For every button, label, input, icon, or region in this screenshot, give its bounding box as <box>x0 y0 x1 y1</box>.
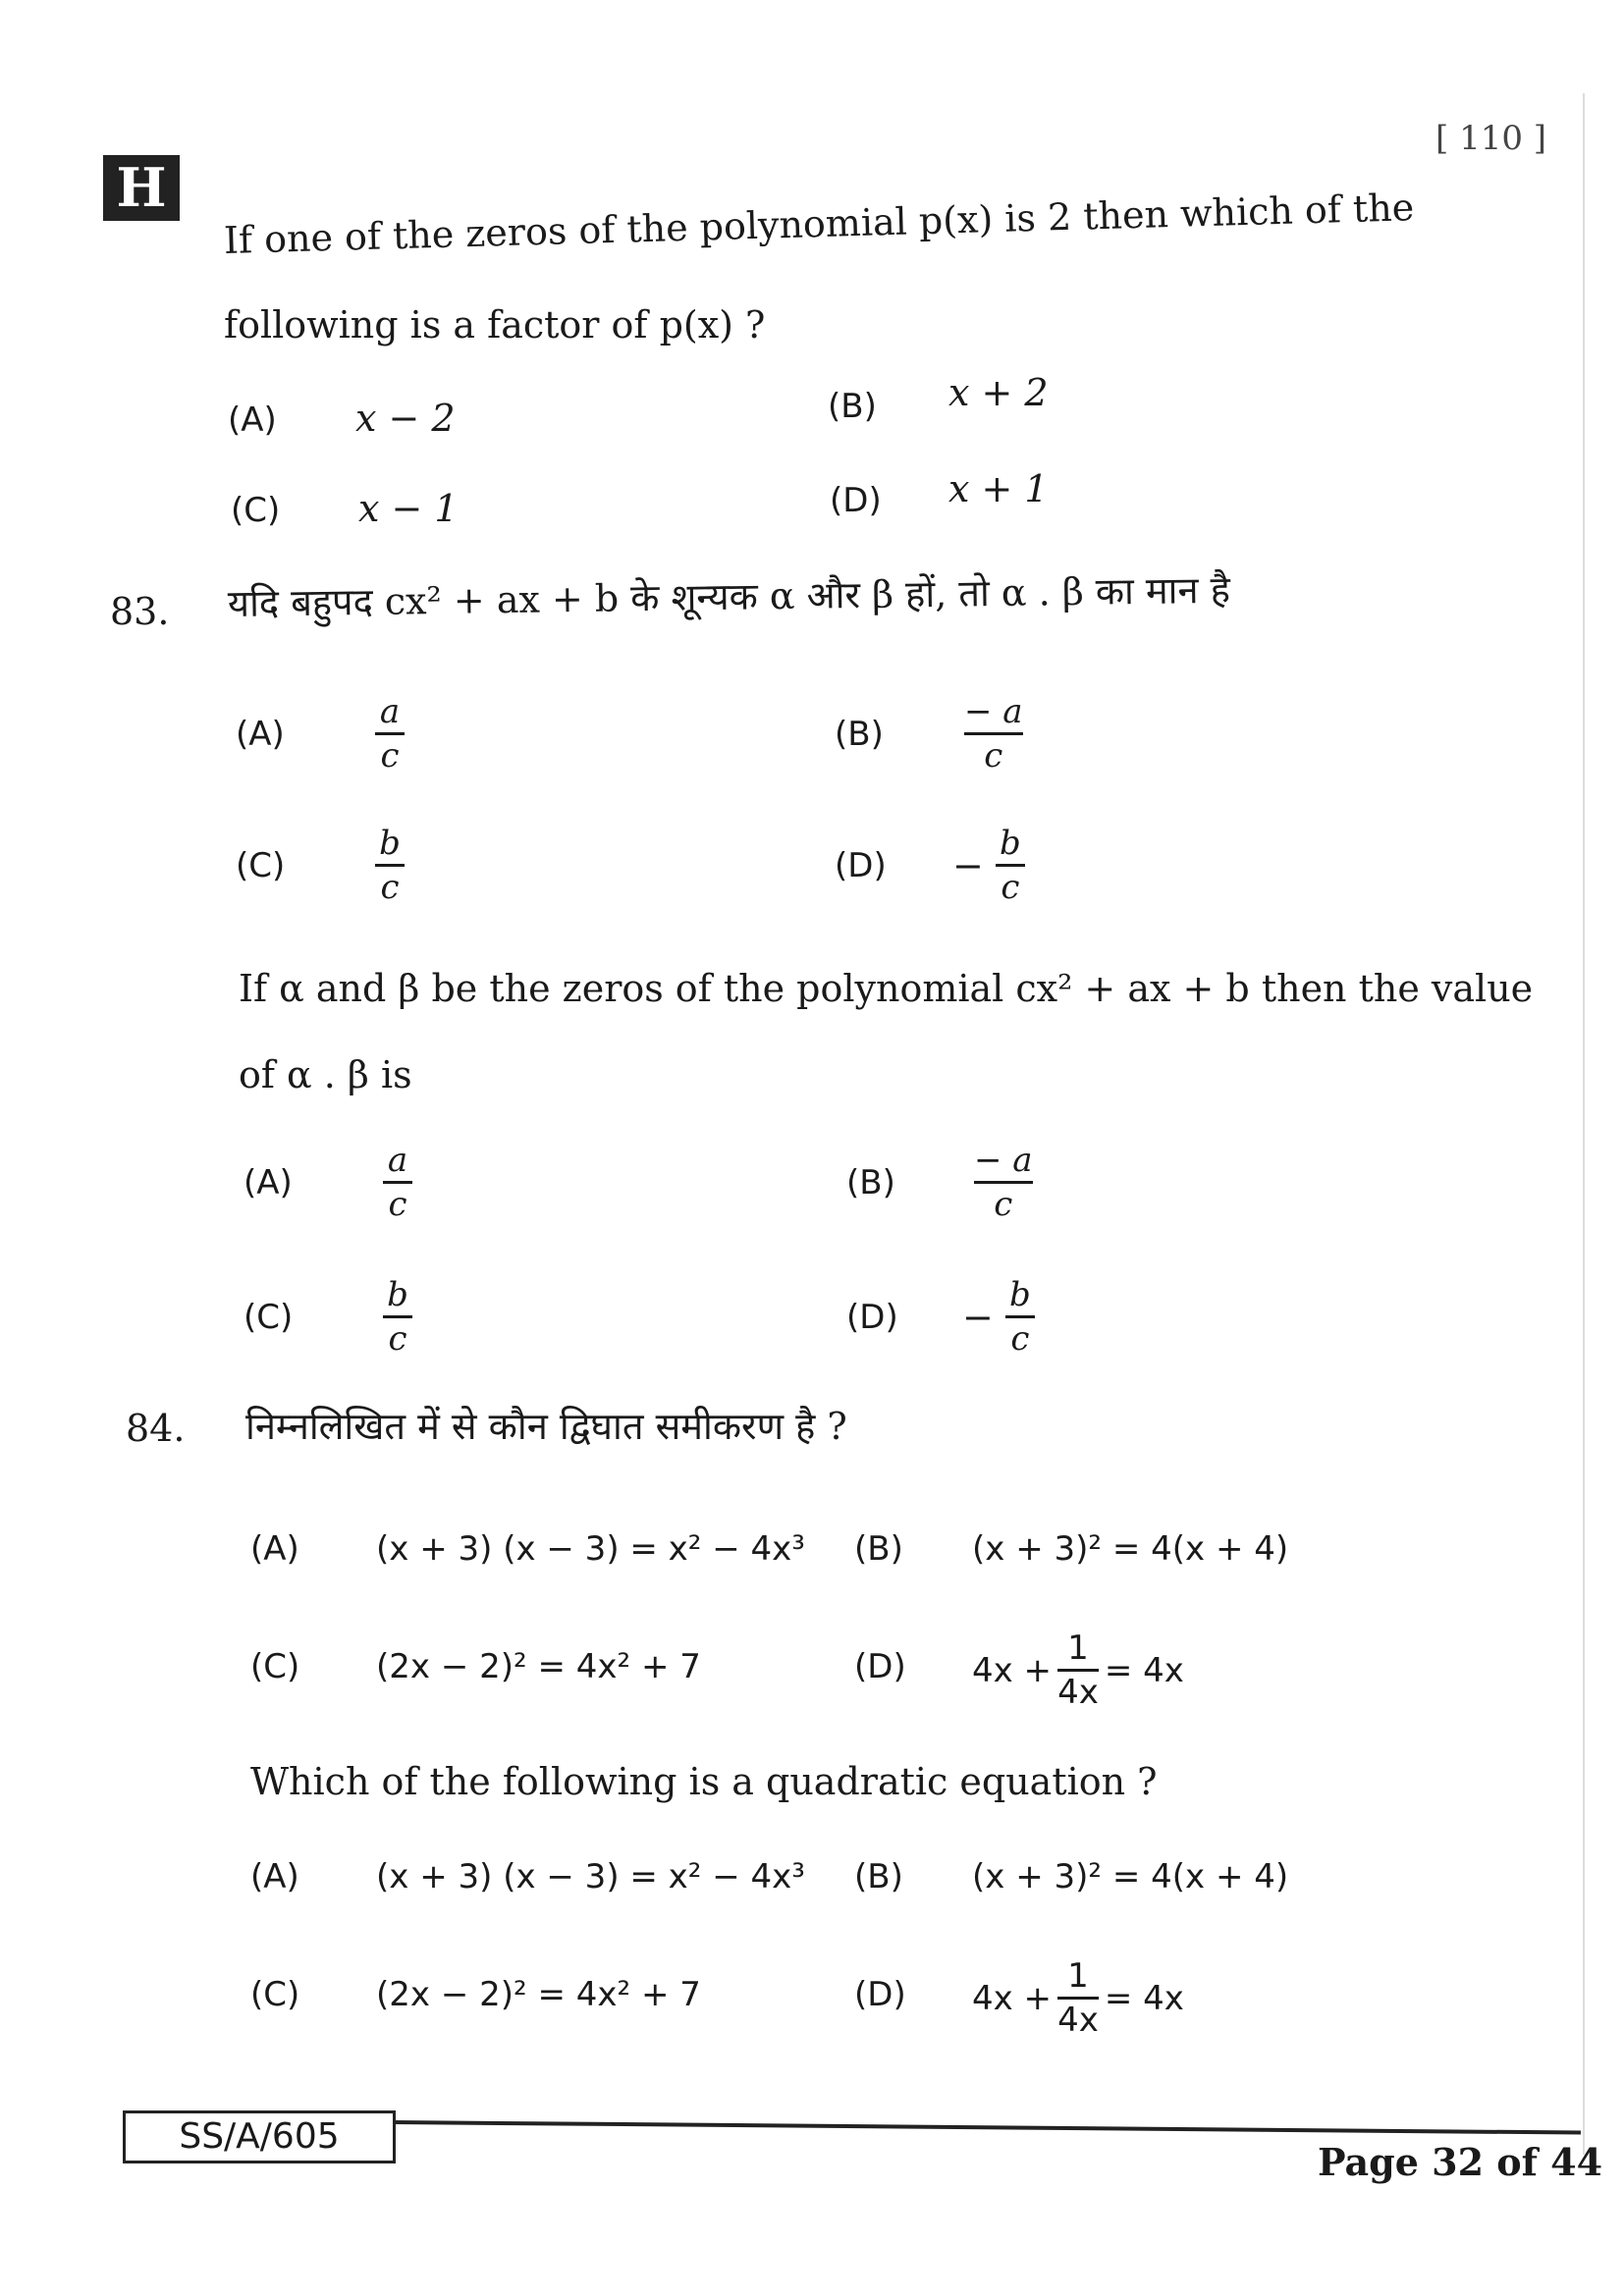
fraction-bar <box>375 732 405 735</box>
q83_en-option-d-label: (D) <box>846 1298 898 1337</box>
page-number: Page 32 of 44 <box>1318 2140 1603 2184</box>
fraction-bar <box>1005 1315 1035 1318</box>
denominator: 4x <box>1057 2001 1099 2040</box>
q84_hi-option-a-label: (A) <box>250 1529 299 1569</box>
q84_hi-option-b: (x + 3)² = 4(x + 4) <box>972 1529 1289 1569</box>
q82-option-c-label: (C) <box>231 491 281 530</box>
q82-line1: If one of the zeros of the polynomial p(x) is 2 then which of the <box>223 186 1415 262</box>
sign: − <box>952 843 984 887</box>
q83_en-option-b <box>962 1142 1033 1223</box>
denominator: c <box>984 736 1003 775</box>
section-mark: H <box>103 155 180 221</box>
q84_hi-option-b-label: (B) <box>854 1529 903 1569</box>
q84_en-option-a: (x + 3) (x − 3) = x² − 4x³ <box>376 1857 805 1896</box>
numerator: 1 <box>1067 1956 1089 1996</box>
q84_en-option-d-label: (D) <box>854 1975 906 2014</box>
q84_hi-option-c-label: (C) <box>250 1647 300 1686</box>
fraction-bar <box>1057 1669 1099 1672</box>
fraction <box>964 693 1023 774</box>
q83-english-line1: If α and β be the zeros of the polynomial cx² + ax + b then the value <box>239 967 1534 1010</box>
fraction <box>383 1276 412 1358</box>
q82-option-d-label: (D) <box>830 481 882 520</box>
numerator: − a <box>974 1141 1033 1180</box>
q84_hi-option-d <box>972 1629 1184 1711</box>
fraction-bar <box>974 1181 1033 1184</box>
suffix: = 4x <box>1104 1650 1184 1690</box>
q83_hi-option-a <box>363 693 405 774</box>
page-edge-line <box>1583 93 1585 2155</box>
fraction-bar <box>383 1315 412 1318</box>
fraction-bar <box>964 732 1023 735</box>
fraction-bar <box>996 864 1025 867</box>
q84_en-option-d <box>972 1957 1184 2039</box>
fraction-bar <box>1057 1997 1099 2000</box>
denominator: c <box>1010 1319 1030 1359</box>
fraction <box>375 693 405 774</box>
q83_hi-option-c <box>363 825 405 906</box>
q83_en-option-a-label: (A) <box>244 1163 293 1202</box>
q83_en-option-d <box>962 1276 1035 1358</box>
numerator: b <box>387 1275 408 1314</box>
q83_en-option-c-label: (C) <box>244 1298 294 1337</box>
fraction <box>1057 1957 1099 2039</box>
numerator: a <box>387 1141 408 1180</box>
q82-option-c: x − 1 <box>358 487 459 530</box>
q83_en-option-b-label: (B) <box>846 1163 895 1202</box>
q84_hi-option-d-label: (D) <box>854 1647 906 1686</box>
q83-number: 83. <box>110 590 170 633</box>
numerator: b <box>999 824 1021 863</box>
q82-option-d: x + 1 <box>948 467 1049 510</box>
q83_hi-option-a-label: (A) <box>236 715 285 754</box>
q84-english-text: Which of the following is a quadratic equation ? <box>250 1760 1158 1803</box>
q84_en-option-c: (2x − 2)² = 4x² + 7 <box>376 1975 701 2014</box>
question-number-tag: [ 110 ] <box>1435 119 1547 158</box>
denominator: c <box>388 1319 407 1359</box>
numerator: a <box>379 692 401 731</box>
q84_hi-option-a: (x + 3) (x − 3) = x² − 4x³ <box>376 1529 805 1569</box>
suffix: = 4x <box>1104 1978 1184 2018</box>
denominator: c <box>388 1185 407 1224</box>
q84_hi-option-c: (2x − 2)² = 4x² + 7 <box>376 1647 701 1686</box>
q82-option-b-label: (B) <box>828 387 877 426</box>
q82-option-b: x + 2 <box>948 371 1049 414</box>
q84_en-option-a-label: (A) <box>250 1857 299 1896</box>
footer-rule <box>393 2120 1581 2135</box>
q83_hi-option-d-label: (D) <box>835 846 887 885</box>
prefix: 4x + <box>972 1978 1053 2018</box>
q83-english-line2: of α . β is <box>239 1053 412 1096</box>
q84-number: 84. <box>126 1407 186 1450</box>
q84_en-option-b: (x + 3)² = 4(x + 4) <box>972 1857 1289 1896</box>
sign: − <box>962 1295 994 1339</box>
fraction <box>383 1142 412 1223</box>
denominator: c <box>380 868 400 907</box>
q82-option-a-label: (A) <box>228 400 277 440</box>
q82-line2: following is a factor of p(x) ? <box>224 303 766 347</box>
q83_en-option-a <box>371 1142 412 1223</box>
q84-hindi-text: निम्नलिखित में से कौन द्विघात समीकरण है ? <box>245 1405 847 1448</box>
q83_hi-option-d <box>952 825 1025 906</box>
prefix: 4x + <box>972 1650 1053 1690</box>
denominator: c <box>994 1185 1013 1224</box>
denominator: c <box>1001 868 1020 907</box>
denominator: 4x <box>1057 1673 1099 1712</box>
fraction <box>375 825 405 906</box>
fraction-bar <box>383 1181 412 1184</box>
numerator: − a <box>964 692 1023 731</box>
fraction <box>1005 1276 1035 1358</box>
fraction <box>996 825 1025 906</box>
q83_en-option-c <box>371 1276 412 1358</box>
q82-option-a: x − 2 <box>355 397 456 440</box>
denominator: c <box>380 736 400 775</box>
numerator: b <box>379 824 401 863</box>
fraction <box>1057 1629 1099 1711</box>
numerator: b <box>1008 1275 1031 1314</box>
q83_hi-option-b-label: (B) <box>835 715 884 754</box>
paper-code: SS/A/605 <box>123 2110 396 2163</box>
q83_hi-option-b <box>952 693 1023 774</box>
q84_en-option-c-label: (C) <box>250 1975 300 2014</box>
fraction-bar <box>375 864 405 867</box>
q83-hindi-text: यदि बहुपद cx² + ax + b के शून्यक α और β हों, तो α . β का मान है <box>227 567 1231 625</box>
fraction <box>974 1142 1033 1223</box>
q84_en-option-b-label: (B) <box>854 1857 903 1896</box>
q83_hi-option-c-label: (C) <box>236 846 286 885</box>
numerator: 1 <box>1067 1629 1089 1668</box>
